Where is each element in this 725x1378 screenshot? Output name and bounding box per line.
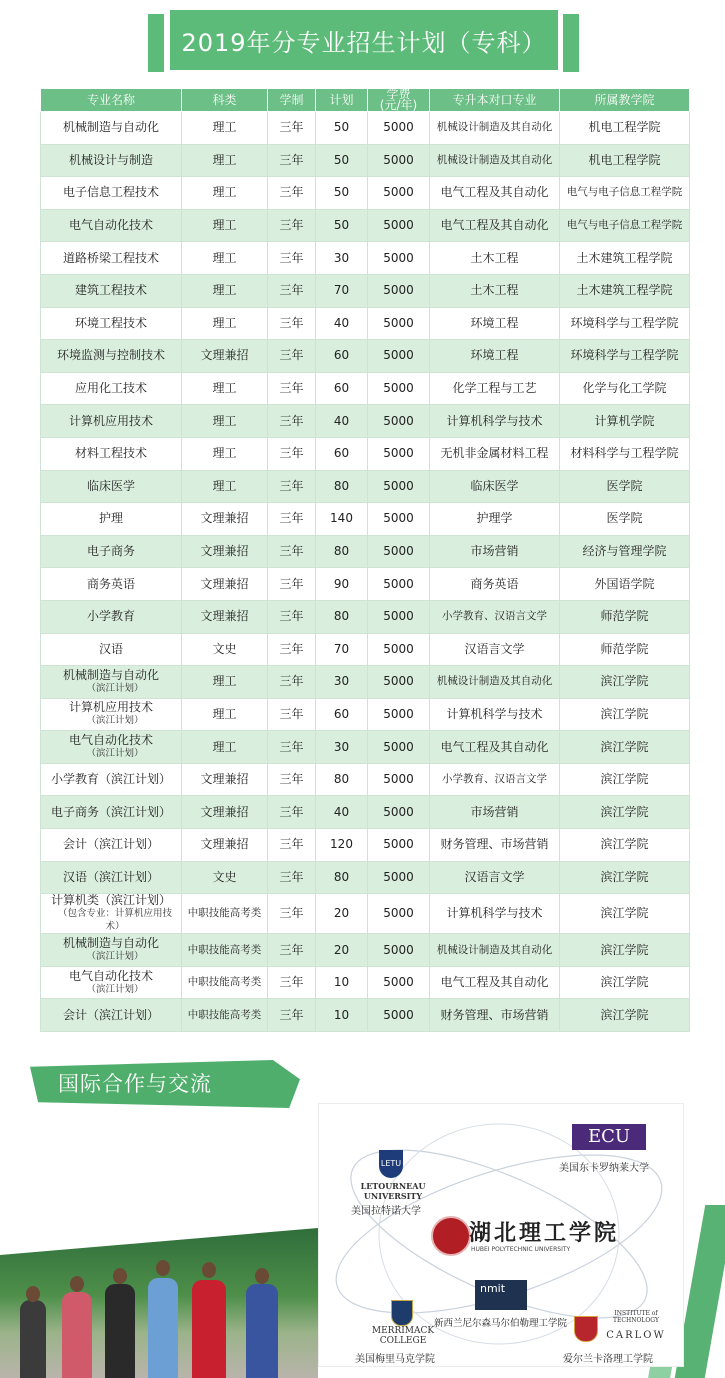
cell-target: 临床医学 [430,470,560,503]
table-row [41,934,690,967]
cell-target: 财务管理、市场营销 [430,999,560,1032]
cell-fee: 5000 [368,999,430,1032]
cell-duration: 三年 [268,340,316,373]
col-header-fee-unit: (元/年) [379,98,418,112]
cell-fee: 5000 [368,242,430,275]
cell-duration: 三年 [268,934,316,967]
cell-category: 文史 [182,633,268,666]
table-row [41,999,690,1032]
cell-target: 汉语言文学 [430,861,560,894]
cell-plan: 80 [316,470,368,503]
col-header-plan: 计划 [316,89,368,112]
cell-fee: 5000 [368,633,430,666]
cell-fee: 5000 [368,372,430,405]
cell-duration: 三年 [268,470,316,503]
cell-duration: 三年 [268,666,316,699]
cell-plan: 20 [316,934,368,967]
cell-dept: 滨江学院 [560,698,690,731]
cell-major [41,209,182,242]
section-heading: 国际合作与交流 [58,1072,212,1096]
major-note: （滨江计划） [86,748,144,760]
cell-duration: 三年 [268,372,316,405]
major-name: 材料工程技术 [74,446,147,461]
major-name: 电子信息工程技术 [62,185,159,200]
cell-target: 化学工程与工艺 [430,372,560,405]
major-name: 机械制造与自动化 [62,936,159,951]
cell-target: 机械设计制造及其自动化 [430,112,560,145]
table-row [41,405,690,438]
cell-duration: 三年 [268,144,316,177]
col-header-dept: 所属教学院 [560,89,690,112]
cell-category: 文理兼招 [182,796,268,829]
cell-plan: 70 [316,274,368,307]
col-header-duration: 学制 [268,89,316,112]
cell-target: 护理学 [430,503,560,536]
cell-target: 商务英语 [430,568,560,601]
cell-category: 理工 [182,372,268,405]
table-row [41,242,690,275]
cell-target: 环境工程 [430,340,560,373]
cell-category: 中职技能高考类 [182,999,268,1032]
cell-category: 理工 [182,437,268,470]
cell-target: 计算机科学与技术 [430,698,560,731]
table-header-row [41,89,690,112]
cell-duration: 三年 [268,209,316,242]
cell-category: 理工 [182,666,268,699]
cell-category: 理工 [182,112,268,145]
cell-duration: 三年 [268,274,316,307]
table-row [41,535,690,568]
cell-duration: 三年 [268,437,316,470]
cell-fee: 5000 [368,894,430,934]
cell-fee: 5000 [368,307,430,340]
cell-plan: 40 [316,307,368,340]
major-name: 计算机应用技术 [68,413,153,428]
cell-major [41,437,182,470]
letu-caption: 美国拉特诺大学 [351,1206,421,1217]
cell-major [41,274,182,307]
cell-dept: 环境科学与工程学院 [560,340,690,373]
cell-category: 文理兼招 [182,535,268,568]
cell-plan: 60 [316,372,368,405]
cell-major [41,666,182,699]
cell-major [41,796,182,829]
cell-plan: 120 [316,829,368,862]
major-note: （滨江计划） [86,682,144,694]
cell-dept: 师范学院 [560,633,690,666]
cell-target: 电气工程及其自动化 [430,177,560,210]
table-row [41,894,690,934]
cell-target: 汉语言文学 [430,633,560,666]
cell-major [41,999,182,1032]
cell-duration: 三年 [268,503,316,536]
major-note: （滨江计划） [86,715,144,727]
cell-dept: 滨江学院 [560,966,690,999]
cell-duration: 三年 [268,861,316,894]
table-row [41,372,690,405]
nmit-logo [475,1280,527,1310]
table-row [41,437,690,470]
cell-target: 电气工程及其自动化 [430,209,560,242]
cell-category: 中职技能高考类 [182,966,268,999]
cell-plan: 50 [316,177,368,210]
cell-target: 财务管理、市场营销 [430,829,560,862]
cell-duration: 三年 [268,535,316,568]
enrollment-table [40,88,690,1032]
cell-target: 机械设计制造及其自动化 [430,144,560,177]
cell-fee: 5000 [368,340,430,373]
cell-dept: 材料科学与工程学院 [560,437,690,470]
cell-duration: 三年 [268,796,316,829]
cell-fee: 5000 [368,177,430,210]
table-row [41,698,690,731]
cell-target: 无机非金属材料工程 [430,437,560,470]
col-header-fee [368,89,430,112]
cell-dept: 医学院 [560,503,690,536]
major-name: 计算机应用技术 [68,700,153,715]
cell-target: 计算机科学与技术 [430,894,560,934]
cell-target: 土木工程 [430,242,560,275]
cell-plan: 140 [316,503,368,536]
cell-major [41,861,182,894]
cell-major [41,698,182,731]
cell-duration: 三年 [268,999,316,1032]
letu-logo [379,1150,403,1178]
cell-dept: 土木建筑工程学院 [560,274,690,307]
cell-category: 理工 [182,405,268,438]
cell-fee: 5000 [368,437,430,470]
letu-badge: LETU [380,1159,402,1168]
table-row [41,731,690,764]
cell-dept: 滨江学院 [560,934,690,967]
cell-category: 理工 [182,242,268,275]
cell-major [41,340,182,373]
major-name: 电气自动化技术 [68,218,153,233]
table-row [41,112,690,145]
cell-category: 理工 [182,177,268,210]
partner-logos-panel [318,1103,684,1367]
cell-plan: 60 [316,437,368,470]
cell-fee: 5000 [368,731,430,764]
cell-fee: 5000 [368,600,430,633]
cell-target: 市场营销 [430,535,560,568]
cell-duration: 三年 [268,633,316,666]
cell-dept: 滨江学院 [560,894,690,934]
table-row [41,600,690,633]
cell-major [41,600,182,633]
major-note: （滨江计划） [86,951,144,963]
cell-major [41,307,182,340]
cell-fee: 5000 [368,763,430,796]
major-name: 小学教育 [86,609,135,624]
cell-fee: 5000 [368,274,430,307]
cell-plan: 30 [316,731,368,764]
table-row [41,861,690,894]
cell-category: 理工 [182,144,268,177]
cell-major [41,112,182,145]
major-name: 护理 [98,511,123,526]
cell-major [41,144,182,177]
carlow-caption: 爱尔兰卡洛理工学院 [563,1354,653,1365]
major-name: 机械设计与制造 [68,152,153,167]
cell-major [41,894,182,934]
cell-dept: 滨江学院 [560,861,690,894]
cell-target: 环境工程 [430,307,560,340]
banner-left-bar [148,14,164,72]
major-name: 商务英语 [86,576,135,591]
cell-plan: 80 [316,763,368,796]
cell-category: 理工 [182,274,268,307]
cell-category: 文理兼招 [182,600,268,633]
cell-plan: 60 [316,340,368,373]
cell-fee: 5000 [368,698,430,731]
major-name: 汉语 [98,641,123,656]
banner-right-bar [563,14,579,72]
table-row [41,274,690,307]
major-name: 电子商务（滨江计划） [50,804,171,819]
cell-dept: 机电工程学院 [560,144,690,177]
col-header-major: 专业名称 [41,89,182,112]
cell-fee: 5000 [368,144,430,177]
cell-category: 理工 [182,307,268,340]
major-name: 道路桥梁工程技术 [62,250,159,265]
major-note: （滨江计划） [86,983,144,995]
major-name: 机械制造与自动化 [62,667,159,682]
cell-duration: 三年 [268,242,316,275]
table-row [41,763,690,796]
table-body [41,112,690,1032]
cell-duration: 三年 [268,829,316,862]
cell-duration: 三年 [268,177,316,210]
nmit-caption: 新西兰尼尔森马尔伯勒理工学院 [434,1318,568,1329]
cell-target: 小学教育、汉语言文学 [430,763,560,796]
cell-target: 小学教育、汉语言文学 [430,600,560,633]
cell-dept: 滨江学院 [560,829,690,862]
cell-major [41,763,182,796]
cell-dept: 医学院 [560,470,690,503]
cell-target: 计算机科学与技术 [430,405,560,438]
cell-duration: 三年 [268,600,316,633]
cell-target: 电气工程及其自动化 [430,731,560,764]
cell-major [41,405,182,438]
cell-dept: 滨江学院 [560,796,690,829]
cell-major [41,731,182,764]
cell-plan: 10 [316,966,368,999]
table-row [41,144,690,177]
cell-dept: 化学与化工学院 [560,372,690,405]
major-name: 电气自动化技术 [68,733,153,748]
cell-category: 文理兼招 [182,340,268,373]
cell-fee: 5000 [368,405,430,438]
table-row [41,829,690,862]
cell-plan: 30 [316,666,368,699]
cell-major [41,372,182,405]
cell-dept: 滨江学院 [560,763,690,796]
major-name: 应用化工技术 [74,381,147,396]
cell-plan: 80 [316,861,368,894]
cell-fee: 5000 [368,112,430,145]
ecu-logo [572,1124,646,1150]
cell-duration: 三年 [268,894,316,934]
table-row [41,966,690,999]
major-name: 计算机类（滨江计划） [50,893,171,908]
hubei-seal-icon [431,1216,471,1256]
cell-target: 市场营销 [430,796,560,829]
cell-fee: 5000 [368,470,430,503]
major-name: 会计（滨江计划） [62,1007,159,1022]
table-row [41,568,690,601]
cell-fee: 5000 [368,966,430,999]
cell-fee: 5000 [368,568,430,601]
cell-plan: 30 [316,242,368,275]
col-header-target: 专升本对口专业 [430,89,560,112]
major-name: 小学教育（滨江计划） [50,772,171,787]
cell-category: 文理兼招 [182,763,268,796]
cell-dept: 土木建筑工程学院 [560,242,690,275]
cell-duration: 三年 [268,112,316,145]
cell-target: 机械设计制造及其自动化 [430,934,560,967]
cell-category: 理工 [182,731,268,764]
cell-category: 文史 [182,861,268,894]
table-row [41,307,690,340]
major-name: 电子商务 [86,544,135,559]
merrimack-caption: 美国梅里马克学院 [355,1354,435,1365]
cell-plan: 60 [316,698,368,731]
cell-major [41,568,182,601]
hubei-name: 湖北理工学院 [469,1220,620,1246]
cell-category: 文理兼招 [182,829,268,862]
cell-major [41,535,182,568]
cell-plan: 10 [316,999,368,1032]
ecu-logo-text: ECU [587,1126,631,1147]
cell-major [41,829,182,862]
cell-plan: 90 [316,568,368,601]
major-name: 电气自动化技术 [68,968,153,983]
cell-dept: 机电工程学院 [560,112,690,145]
cell-duration: 三年 [268,966,316,999]
cell-plan: 40 [316,405,368,438]
cell-category: 理工 [182,470,268,503]
cell-plan: 80 [316,600,368,633]
cell-dept: 经济与管理学院 [560,535,690,568]
page-title: 2019年分专业招生计划（专科） [170,10,558,70]
table-row [41,796,690,829]
cell-fee: 5000 [368,796,430,829]
ecu-caption: 美国东卡罗纳莱大学 [559,1163,649,1174]
cell-category: 文理兼招 [182,503,268,536]
hubei-en: HUBEI POLYTECHNIC UNIVERSITY [471,1246,571,1253]
table-row [41,633,690,666]
cell-dept: 环境科学与工程学院 [560,307,690,340]
cell-dept: 滨江学院 [560,666,690,699]
cell-duration: 三年 [268,405,316,438]
carlow-top-text: INSTITUTE of TECHNOLOGY [613,1310,659,1324]
nmit-logo-text: nmit [480,1282,506,1295]
cell-duration: 三年 [268,763,316,796]
cell-dept: 滨江学院 [560,731,690,764]
cell-dept: 外国语学院 [560,568,690,601]
cell-duration: 三年 [268,307,316,340]
cell-major [41,470,182,503]
cell-duration: 三年 [268,698,316,731]
cell-fee: 5000 [368,503,430,536]
cell-dept: 电气与电子信息工程学院 [560,209,690,242]
major-note: （包含专业：计算机应用技术） [57,908,172,933]
cell-dept: 电气与电子信息工程学院 [560,177,690,210]
carlow-logo-text: CARLOW [606,1330,666,1341]
merrimack-shield-icon [391,1300,413,1326]
cell-target: 机械设计制造及其自动化 [430,666,560,699]
cell-duration: 三年 [268,731,316,764]
carlow-crest-icon [574,1316,598,1342]
cell-category: 理工 [182,698,268,731]
table-row [41,503,690,536]
col-header-fee-label: 学费 [386,87,411,101]
major-name: 建筑工程技术 [74,283,147,298]
cell-plan: 50 [316,209,368,242]
students-photo [0,1228,318,1378]
cell-fee: 5000 [368,666,430,699]
letu-logo-text: LETOURNEAU UNIVERSITY [360,1181,426,1201]
cell-major [41,503,182,536]
major-name: 环境工程技术 [74,315,147,330]
cell-target: 土木工程 [430,274,560,307]
cell-plan: 80 [316,535,368,568]
cell-duration: 三年 [268,568,316,601]
cell-dept: 计算机学院 [560,405,690,438]
table-row [41,209,690,242]
cell-category: 文理兼招 [182,568,268,601]
major-name: 会计（滨江计划） [62,837,159,852]
cell-category: 理工 [182,209,268,242]
cell-plan: 20 [316,894,368,934]
cell-dept: 师范学院 [560,600,690,633]
cell-dept: 滨江学院 [560,999,690,1032]
table-row [41,470,690,503]
col-header-category: 科类 [182,89,268,112]
cell-major [41,242,182,275]
cell-fee: 5000 [368,861,430,894]
cell-plan: 70 [316,633,368,666]
cell-major [41,966,182,999]
table-row [41,340,690,373]
cell-category: 中职技能高考类 [182,894,268,934]
cell-fee: 5000 [368,209,430,242]
major-name: 临床医学 [86,478,135,493]
table-row [41,666,690,699]
cell-major [41,177,182,210]
cell-major [41,934,182,967]
cell-fee: 5000 [368,535,430,568]
cell-major [41,633,182,666]
table-row [41,177,690,210]
cell-plan: 50 [316,144,368,177]
cell-fee: 5000 [368,829,430,862]
cell-category: 中职技能高考类 [182,934,268,967]
major-name: 机械制造与自动化 [62,120,159,135]
cell-plan: 40 [316,796,368,829]
cell-fee: 5000 [368,934,430,967]
cell-plan: 50 [316,112,368,145]
merrimack-logo-text: MERRIMACK COLLEGE [371,1326,435,1346]
cell-target: 电气工程及其自动化 [430,966,560,999]
major-name: 汉语（滨江计划） [62,869,159,884]
major-name: 环境监测与控制技术 [56,348,165,363]
